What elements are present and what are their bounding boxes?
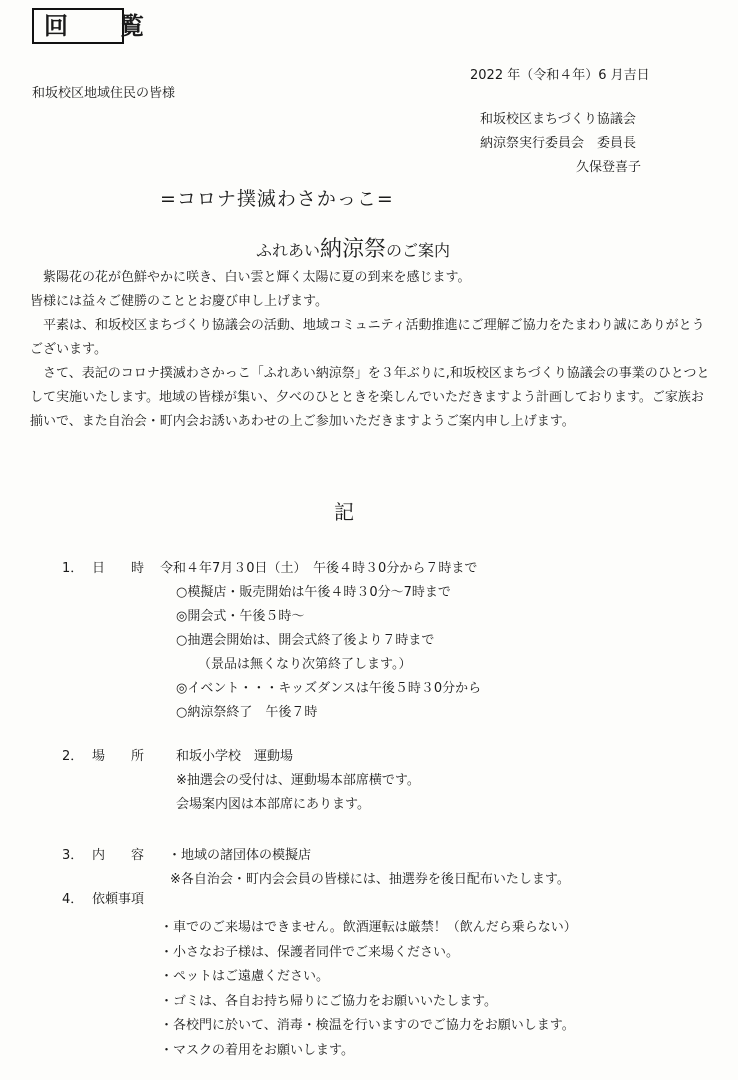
detail-item: ※抽選会の受付は、運動場本部席横です。: [176, 773, 420, 788]
detail-item: ◎イベント・・・キッズダンスは午後５時３0分から: [176, 681, 482, 696]
paragraph-wellbeing: 皆様には益々ご健勝のこととお慶び申し上げます。: [30, 294, 328, 309]
section-number: 4．: [62, 892, 84, 907]
sender-committee: 納涼祭実行委員会 委員長: [480, 136, 637, 151]
section-number: 1．: [62, 561, 84, 576]
detail-item: ○抽選会開始は、開会式終了後より７時まで: [176, 633, 435, 648]
section-place: [62, 745, 293, 769]
circular-stamp: 回 覧: [32, 8, 124, 44]
sender-name: 久保登喜子: [576, 160, 642, 175]
paragraph-announcement: さて、表記のコロナ撲滅わさかっこ「ふれあい納涼祭」を３年ぶりに,和坂校区まちづくり協議会の事業のひとつとして実施いたします。地域の皆様が集い、夕べのひとときを楽しんでいただきますよう計画しております。ご家族お揃いで、また自治会・町内会お誘いあわせの上ご参加いただきますようご案内申し上げます。: [30, 366, 710, 429]
paragraph-thanks: 平素は、和坂校区まちづくり協議会の活動、地域コミュニティ活動推進にご理解ご協力をたまわり誠にありがとうございます。: [30, 318, 705, 357]
detail-item: ○納涼祭終了 午後７時: [176, 705, 318, 720]
request-list: [160, 916, 577, 1063]
request-item: ・マスクの着用をお願いします。: [160, 1042, 354, 1058]
request-item: ・各校門に於いて、消毒・検温を行いますのでご協力をお願いします。: [160, 1018, 575, 1033]
event-subtitle: [256, 232, 450, 263]
datetime-details: [176, 581, 481, 725]
content-details: [170, 868, 570, 892]
section-number: 2．: [62, 749, 84, 764]
request-item: ・ペットはご遠慮ください。: [160, 969, 330, 984]
section-datetime: [62, 557, 477, 581]
detail-item: ※各自治会・町内会会員の皆様には、抽選券を後日配布いたします。: [170, 872, 570, 887]
section-label: 場 所: [92, 749, 145, 764]
section-content: [62, 844, 311, 868]
detail-item: ○模擬店・販売開始は午後４時３0分～7時まで: [176, 585, 451, 600]
paragraph-season: 紫陽花の花が色鮮やかに咲き、白い雲と輝く太陽に夏の到来を感じます。: [43, 270, 471, 285]
sender-block: [480, 108, 641, 180]
section-label: 内 容: [92, 848, 145, 863]
section-requests: [62, 888, 144, 912]
section-value: ・地域の諸団体の模擬店: [168, 848, 312, 863]
place-details: [176, 769, 420, 817]
section-value: 和坂小学校 運動場: [176, 749, 294, 764]
detail-item: （景品は無くなり次第終了します。）: [198, 657, 412, 672]
ki-heading: 記: [334, 500, 354, 524]
request-item: ・ゴミは、各自お持ち帰りにご協力をお願いいたします。: [160, 993, 497, 1009]
section-value: 令和４年7月３0日（土） 午後４時３0分から７時まで: [160, 561, 478, 576]
event-title: =コロナ撲滅わさかっこ=: [160, 188, 394, 210]
recipient: 和坂校区地域住民の皆様: [32, 86, 176, 101]
subtitle-post: のご案内: [386, 241, 451, 260]
section-label: 依頼事項: [92, 892, 145, 907]
request-item: ・小さなお子様は、保護者同伴でご来場ください。: [160, 944, 460, 960]
sender-organization: 和坂校区まちづくり協議会: [480, 112, 636, 127]
issue-date: 2022 年（令和４年）6 月吉日: [470, 68, 650, 83]
subtitle-main: 納涼祭: [320, 237, 387, 262]
section-number: 3．: [62, 848, 84, 863]
section-label: 日 時: [92, 561, 145, 576]
detail-item: 会場案内図は本部席にあります。: [176, 797, 370, 812]
greeting-body: [30, 266, 710, 434]
request-item: ・車でのご来場はできません。飲酒運転は厳禁！（飲んだら乗らない）: [160, 920, 577, 935]
subtitle-pre: ふれあい: [256, 241, 321, 260]
detail-item: ◎開会式・午後５時～: [176, 609, 305, 624]
